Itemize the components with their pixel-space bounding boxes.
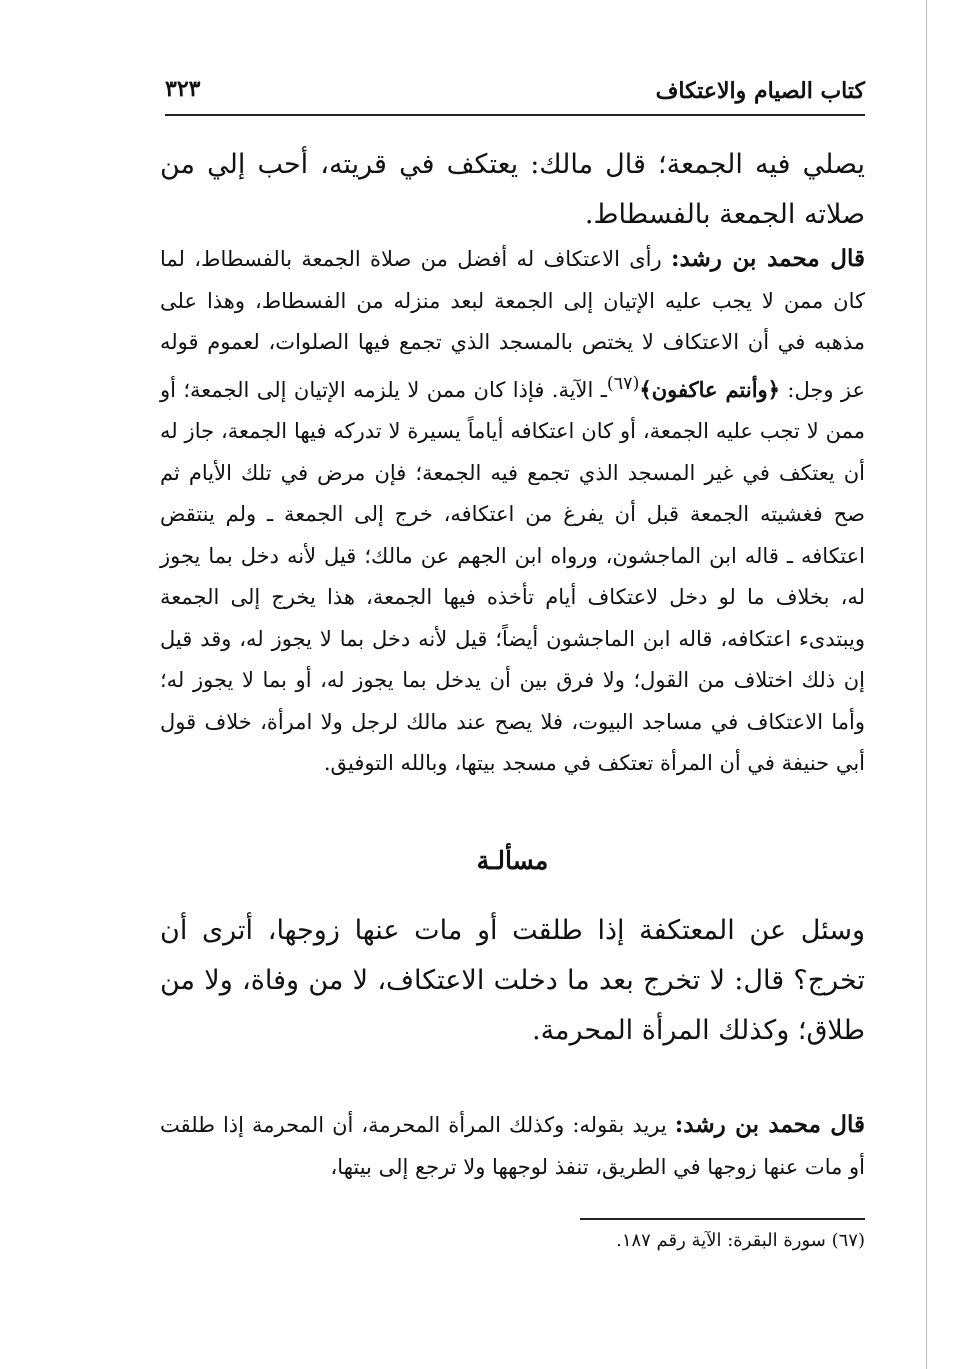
paragraph-2-text-a: رأى الاعتكاف له أفضل من صلاة الجمعة بالفسطاط، لما كان ممن لا يجب عليه الإتيان إلى الجمعة لبعد منزله من الفسطاط، وهذا على مذهبه في أن الاعتكاف لا يختص بالمسجد الذي تجمع فيها الصلوات، لعموم قوله عز وجل: xyxy=(160,247,866,402)
paragraph-4-text: يريد بقوله: وكذلك المرأة المحرمة، أن المحرمة إذا طلقت أو مات عنها زوجها في الطريق، تنفذ لوجهها ولا ترجع إلى بيتها، xyxy=(160,1113,865,1179)
paragraph-2-body xyxy=(160,238,865,785)
page-spine-line xyxy=(926,0,927,1369)
paragraph-4 xyxy=(160,1104,865,1188)
page-header xyxy=(165,72,865,112)
commentary-lead-2: قال محمد بن رشد: xyxy=(674,1111,865,1138)
paragraph-3-text: وسئل عن المعتكفة إذا طلقت أو مات عنها زوجها، أترى أن تخرج؟ قال: لا تخرج بعد ما دخلت الاعتكاف، لا من وفاة، ولا من طلاق؛ وكذلك المرأة المحرمة. xyxy=(160,915,865,1046)
paragraph-1-text: يصلي فيه الجمعة؛ قال مالك: يعتكف في قريته، أحب إلي من صلاته الجمعة بالفسطاط. xyxy=(160,149,865,230)
paragraph-4-body xyxy=(160,1104,865,1188)
section-heading: مسألـة xyxy=(476,846,549,875)
header-rule xyxy=(165,114,865,116)
running-title: كتاب الصيام والاعتكاف xyxy=(655,78,865,104)
commentary-lead: قال محمد بن رشد: xyxy=(670,245,865,272)
footnote-ref: (٦٧) xyxy=(606,373,640,394)
footnote-rule xyxy=(580,1218,865,1220)
quran-quote: ﴿وأنتم عاكفون﴾ xyxy=(639,376,780,402)
page-number: ٣٢٣ xyxy=(165,76,201,102)
paragraph-3 xyxy=(160,906,865,1056)
paragraph-1 xyxy=(160,140,865,240)
footnote: (٦٧) سورة البقرة: الآية رقم ١٨٧. xyxy=(616,1230,865,1251)
paragraph-2 xyxy=(160,238,865,785)
paragraph-2-text-b: ـ الآية. فإذا كان ممن لا يلزمه الإتيان إلى الجمعة؛ أو ممن لا تجب عليه الجمعة، أو كان اعتكافه أياماً يسيرة لا تدركه فيها الجمعة، جاز له أن يعتكف في غير المسجد الذي تجمع فيه الجمعة؛ فإن مرض في تلك الأيام ثم صح فغشيته الجمعة قبل أن يفرغ من اعتكافه، خرج إلى الجمعة ـ ولم ينتقض اعتكافه ـ قاله ابن الماجشون، ورواه ابن الجهم عن مالك؛ قيل لأنه دخل بما يجوز له، بخلاف ما لو دخل لاعتكاف أيام تأخذه فيها الجمعة، هذا يخرج إلى الجمعة ويبتدىء اعتكافه، قاله ابن الماجشون أيضاً؛ قيل لأنه دخل بما لا يجوز له، وقد قيل إن ذلك اختلاف من القول؛ ولا فرق بين أن يدخل بما يجوز له، أو بما لا يجوز له؛ وأما الاعتكاف في مساجد البيوت، فلا يصح عند مالك لرجل ولا امرأة، خلاف قول أبي حنيفة في أن المرأة تعتكف في مسجد بيتها، وبالله التوفيق. xyxy=(160,377,865,775)
